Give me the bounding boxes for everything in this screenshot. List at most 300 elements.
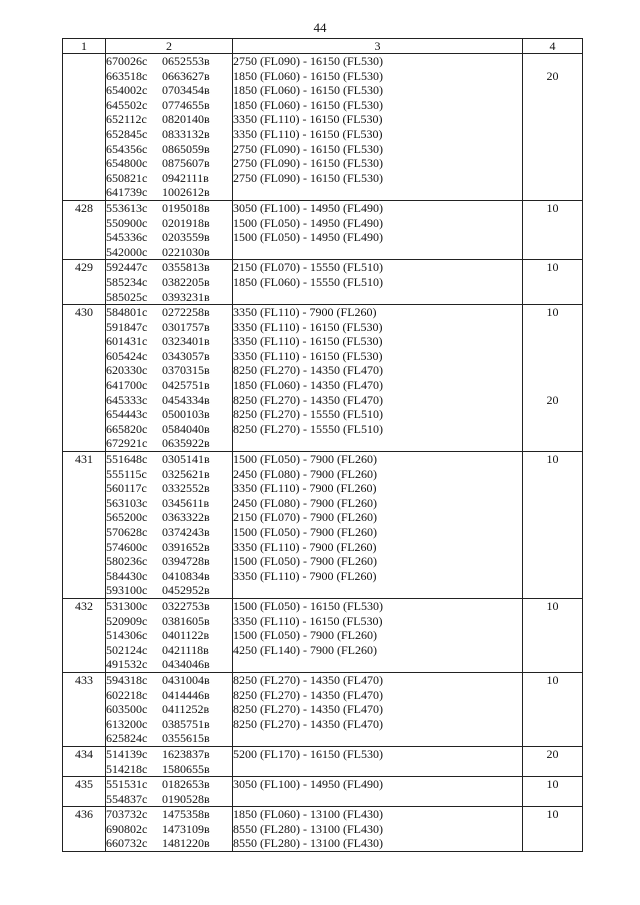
coordinate-line (106, 688, 232, 703)
coordinate-line (106, 540, 232, 555)
table-row (63, 200, 583, 259)
coordinate-line (106, 583, 232, 598)
longitude: 0382205в (162, 274, 210, 289)
coordinates-cell (106, 305, 233, 452)
coordinate-line (106, 717, 232, 732)
altitude-range: 2150 (FL070) - 15550 (FL510) (233, 260, 383, 275)
latitude: 555115с (106, 466, 147, 481)
value-cell (523, 54, 583, 201)
zone-number (63, 54, 106, 201)
latitude: 520909с (106, 613, 148, 628)
latitude: 605424с (106, 348, 148, 363)
coordinate-line (106, 349, 232, 364)
latitude: 603500с (106, 702, 148, 717)
latitude: 594318с (106, 672, 148, 687)
table-row (63, 305, 583, 452)
latitude: 593100с (106, 583, 148, 598)
altitude-range (233, 290, 522, 305)
value (523, 185, 582, 200)
altitude-range: 8250 (FL270) - 14350 (FL470) (233, 716, 383, 731)
value (523, 320, 582, 335)
coordinate-line (106, 614, 232, 629)
altitude-range: 3350 (FL110) - 7900 (FL260) (233, 481, 377, 496)
latitude: 514139с (106, 746, 148, 761)
coordinate-line (106, 112, 232, 127)
altitude-range: 5200 (FL170) - 16150 (FL530) (233, 746, 383, 761)
coordinate-line (106, 54, 232, 69)
value (523, 98, 582, 113)
coordinates-cell (106, 598, 233, 672)
altitude-cell (233, 598, 523, 672)
longitude: 0195018в (162, 200, 210, 215)
coordinates-cell (106, 54, 233, 201)
longitude: 0875607в (162, 156, 210, 171)
longitude: 0374243в (162, 525, 210, 539)
longitude: 0942111в (162, 170, 209, 185)
latitude: 584430с (106, 568, 148, 583)
value: 10 (546, 452, 559, 467)
coordinate-line (106, 171, 232, 186)
longitude: 0190528в (162, 791, 210, 806)
table-body (63, 54, 583, 852)
longitude: 0774655в (162, 97, 210, 112)
coordinate-line (106, 156, 232, 171)
altitude-range: 1500 (FL050) - 16150 (FL530) (233, 598, 383, 613)
value (523, 112, 582, 127)
coordinate-line (106, 496, 232, 511)
latitude: 585025с (106, 289, 148, 304)
value (523, 83, 582, 98)
altitude-range: 3350 (FL110) - 16150 (FL530) (233, 319, 383, 334)
longitude: 1475358в (162, 807, 210, 822)
value-cell (523, 598, 583, 672)
value (523, 731, 582, 746)
latitude: 654443с (106, 407, 148, 422)
value: 10 (546, 807, 559, 822)
coordinate-line (106, 290, 232, 305)
coordinates-cell (106, 452, 233, 599)
altitude-cell (233, 54, 523, 201)
latitude: 654800с (106, 156, 148, 171)
latitude: 670026с (106, 54, 148, 68)
longitude: 0332552в (162, 481, 210, 496)
latitude: 574600с (106, 539, 148, 554)
header-col-1: 1 (63, 39, 106, 54)
longitude: 0421118в (162, 642, 209, 657)
coordinates-cell (106, 200, 233, 259)
coordinate-line (106, 393, 232, 408)
coordinate-line (106, 525, 232, 540)
coordinate-line (106, 452, 232, 467)
airspace-table (62, 38, 583, 852)
longitude: 0355813в (162, 260, 210, 275)
coordinates-cell (106, 260, 233, 305)
value (523, 230, 582, 245)
coordinate-line (106, 185, 232, 200)
table-row (63, 54, 583, 201)
coordinate-line (106, 467, 232, 482)
zone-number: 433 (63, 672, 106, 746)
altitude-range: 1500 (FL050) - 14950 (FL490) (233, 215, 383, 230)
coordinate-line (106, 643, 232, 658)
value-cell (523, 260, 583, 305)
value (523, 467, 582, 482)
coordinate-line (106, 363, 232, 378)
value (523, 540, 582, 555)
longitude: 0355615в (162, 731, 210, 746)
altitude-range: 1500 (FL050) - 7900 (FL260) (233, 628, 377, 643)
latitude: 663518с (106, 68, 148, 83)
value (523, 216, 582, 231)
value (523, 525, 582, 540)
value: 10 (546, 260, 559, 275)
latitude: 645502с (106, 97, 148, 112)
longitude: 0410834в (162, 568, 210, 583)
header-row (63, 39, 583, 54)
longitude: 0820140в (162, 112, 210, 127)
altitude-range (233, 583, 522, 598)
coordinate-line (106, 83, 232, 98)
altitude-range: 3350 (FL110) - 7900 (FL260) (233, 305, 377, 320)
latitude: 660732с (106, 836, 148, 851)
altitude-range: 8250 (FL270) - 14350 (FL470) (233, 392, 383, 407)
coordinates-cell (106, 672, 233, 746)
altitude-range: 3350 (FL110) - 16150 (FL530) (233, 613, 383, 628)
altitude-cell (233, 807, 523, 852)
altitude-range: 1500 (FL050) - 14950 (FL490) (233, 230, 383, 245)
latitude: 591847с (106, 319, 148, 334)
altitude-range (233, 436, 522, 451)
coordinate-line (106, 822, 232, 837)
altitude-range: 1850 (FL060) - 16150 (FL530) (233, 83, 383, 98)
value (523, 717, 582, 732)
value: 20 (546, 68, 559, 83)
longitude: 0391652в (162, 539, 210, 554)
longitude: 0393231в (162, 289, 210, 304)
altitude-range: 1500 (FL050) - 7900 (FL260) (233, 554, 377, 569)
coordinate-line (106, 510, 232, 525)
latitude: 641739с (106, 185, 148, 200)
longitude: 1002612в (162, 185, 210, 200)
coordinate-line (106, 777, 232, 792)
value (523, 290, 582, 305)
value: 20 (546, 746, 559, 761)
coordinate-line (106, 747, 232, 762)
altitude-range (233, 731, 522, 746)
latitude: 542000с (106, 244, 148, 259)
longitude: 0381605в (162, 613, 210, 628)
altitude-range: 8550 (FL280) - 13100 (FL430) (233, 821, 383, 836)
coordinate-line (106, 216, 232, 231)
coordinate-line (106, 807, 232, 822)
coordinate-line (106, 305, 232, 320)
altitude-range: 1500 (FL050) - 7900 (FL260) (233, 525, 377, 539)
longitude: 1580655в (162, 761, 210, 776)
zone-number: 430 (63, 305, 106, 452)
latitude: 690802с (106, 821, 148, 836)
coordinates-cell (106, 807, 233, 852)
longitude: 0865059в (162, 141, 210, 156)
altitude-range: 1850 (FL060) - 13100 (FL430) (233, 807, 383, 822)
altitude-range: 3350 (FL110) - 16150 (FL530) (233, 334, 383, 349)
latitude: 620330с (106, 363, 148, 378)
value (523, 554, 582, 569)
coordinate-line (106, 245, 232, 260)
longitude: 0425751в (162, 378, 210, 393)
value (523, 127, 582, 142)
header-col-2: 2 (106, 39, 233, 54)
latitude: 601431с (106, 334, 148, 349)
coordinate-line (106, 127, 232, 142)
value (523, 436, 582, 451)
longitude: 0323401в (162, 334, 210, 349)
value (523, 569, 582, 584)
value (523, 792, 582, 807)
altitude-range (233, 792, 522, 807)
latitude: 502124с (106, 642, 148, 657)
coordinate-line (106, 836, 232, 851)
longitude: 0203559в (162, 230, 210, 245)
coordinate-line (106, 673, 232, 688)
altitude-range: 2750 (FL090) - 16150 (FL530) (233, 54, 383, 68)
coordinate-line (106, 142, 232, 157)
coordinates-cell (106, 746, 233, 776)
latitude: 580236с (106, 554, 148, 569)
longitude: 0325621в (162, 466, 210, 481)
altitude-range: 3350 (FL110) - 16150 (FL530) (233, 112, 383, 127)
coordinate-line (106, 762, 232, 777)
zone-number: 435 (63, 777, 106, 807)
value (523, 702, 582, 717)
value (523, 688, 582, 703)
longitude: 1473109в (162, 821, 210, 836)
latitude: 625824с (106, 731, 148, 746)
header-col-3: 3 (233, 39, 523, 54)
coordinate-line (106, 378, 232, 393)
latitude: 531300с (106, 598, 148, 613)
header-col-4: 4 (523, 39, 583, 54)
latitude: 545336с (106, 230, 148, 245)
value: 10 (546, 598, 559, 613)
altitude-range: 1850 (FL060) - 16150 (FL530) (233, 97, 383, 112)
zone-number: 434 (63, 746, 106, 776)
altitude-cell (233, 200, 523, 259)
coordinate-line (106, 569, 232, 584)
value (523, 510, 582, 525)
altitude-range: 2750 (FL090) - 16150 (FL530) (233, 156, 383, 171)
value (523, 363, 582, 378)
altitude-range: 3350 (FL110) - 7900 (FL260) (233, 568, 377, 583)
value-cell (523, 305, 583, 452)
table-row (63, 672, 583, 746)
longitude: 0434046в (162, 657, 210, 672)
longitude: 0431004в (162, 672, 210, 687)
latitude: 652112с (106, 112, 147, 127)
latitude: 654002с (106, 83, 148, 98)
zone-number: 431 (63, 452, 106, 599)
coordinate-line (106, 230, 232, 245)
value-cell (523, 807, 583, 852)
coordinate-line (106, 98, 232, 113)
value: 10 (546, 305, 559, 320)
coordinate-line (106, 320, 232, 335)
zone-number: 428 (63, 200, 106, 259)
value (523, 245, 582, 260)
longitude: 0385751в (162, 716, 210, 731)
altitude-range: 3050 (FL100) - 14950 (FL490) (233, 200, 383, 215)
longitude: 0833132в (162, 126, 210, 141)
latitude: 652845с (106, 126, 148, 141)
value: 10 (546, 777, 559, 792)
coordinate-line (106, 69, 232, 84)
altitude-cell (233, 672, 523, 746)
latitude: 560117с (106, 481, 147, 496)
value (523, 628, 582, 643)
value-cell (523, 777, 583, 807)
coordinates-cell (106, 777, 233, 807)
longitude: 0452952в (162, 583, 210, 598)
longitude: 0345611в (162, 495, 210, 510)
coordinate-line (106, 407, 232, 422)
value (523, 583, 582, 598)
longitude: 0454334в (162, 392, 210, 407)
coordinate-line (106, 436, 232, 451)
altitude-cell (233, 305, 523, 452)
altitude-range: 2450 (FL080) - 7900 (FL260) (233, 466, 377, 481)
coordinate-line (106, 657, 232, 672)
latitude: 654356с (106, 141, 148, 156)
altitude-range: 8250 (FL270) - 15550 (FL510) (233, 407, 383, 422)
value (523, 762, 582, 777)
altitude-range: 3050 (FL100) - 14950 (FL490) (233, 777, 383, 792)
latitude: 570628с (106, 525, 148, 539)
altitude-range: 8250 (FL270) - 14350 (FL470) (233, 672, 383, 687)
table-row (63, 746, 583, 776)
value-cell (523, 452, 583, 599)
longitude: 0272258в (162, 305, 210, 320)
altitude-range: 3350 (FL110) - 16150 (FL530) (233, 126, 383, 141)
altitude-range: 8550 (FL280) - 13100 (FL430) (233, 836, 383, 851)
zone-number: 432 (63, 598, 106, 672)
coordinate-line (106, 702, 232, 717)
longitude: 0500103в (162, 407, 210, 422)
longitude: 0221030в (162, 244, 210, 259)
altitude-range (233, 762, 522, 777)
latitude: 645333с (106, 392, 148, 407)
altitude-range: 2750 (FL090) - 16150 (FL530) (233, 170, 383, 185)
longitude: 0394728в (162, 554, 210, 569)
coordinate-line (106, 599, 232, 614)
value (523, 156, 582, 171)
value (523, 643, 582, 658)
table-row (63, 598, 583, 672)
latitude: 665820с (106, 421, 148, 436)
altitude-range (233, 185, 522, 200)
latitude: 650821с (106, 170, 148, 185)
latitude: 491532с (106, 657, 148, 672)
latitude: 613200с (106, 716, 148, 731)
longitude: 0322753в (162, 598, 210, 613)
altitude-range: 3350 (FL110) - 16150 (FL530) (233, 348, 383, 363)
latitude: 551648с (106, 452, 148, 467)
longitude: 0305141в (162, 452, 210, 467)
altitude-range: 2450 (FL080) - 7900 (FL260) (233, 495, 377, 510)
latitude: 585234с (106, 274, 148, 289)
value (523, 657, 582, 672)
zone-number: 436 (63, 807, 106, 852)
altitude-range: 3350 (FL110) - 7900 (FL260) (233, 539, 377, 554)
coordinate-line (106, 481, 232, 496)
value (523, 422, 582, 437)
altitude-range: 1850 (FL060) - 15550 (FL510) (233, 274, 383, 289)
value (523, 349, 582, 364)
latitude: 592447с (106, 260, 148, 275)
altitude-range: 8250 (FL270) - 14350 (FL470) (233, 687, 383, 702)
longitude: 0201918в (162, 215, 210, 230)
value-cell (523, 200, 583, 259)
value: 20 (546, 392, 559, 407)
value-cell (523, 746, 583, 776)
latitude: 703732с (106, 807, 148, 822)
longitude: 0703454в (162, 83, 210, 98)
value: 10 (546, 672, 559, 687)
altitude-range: 8250 (FL270) - 14350 (FL470) (233, 702, 383, 717)
altitude-range: 1850 (FL060) - 14350 (FL470) (233, 378, 383, 393)
altitude-range: 2150 (FL070) - 7900 (FL260) (233, 510, 377, 525)
latitude: 553613с (106, 200, 148, 215)
altitude-range: 8250 (FL270) - 15550 (FL510) (233, 421, 383, 436)
coordinate-line (106, 275, 232, 290)
longitude: 1481220в (162, 836, 210, 851)
latitude: 514218с (106, 761, 148, 776)
latitude: 641700с (106, 378, 148, 393)
coordinate-line (106, 554, 232, 569)
longitude: 0663627в (162, 68, 210, 83)
altitude-range: 4250 (FL140) - 7900 (FL260) (233, 642, 377, 657)
value (523, 481, 582, 496)
coordinate-line (106, 334, 232, 349)
value (523, 496, 582, 511)
longitude: 0301757в (162, 319, 210, 334)
latitude: 514306с (106, 628, 148, 643)
longitude: 0363322в (162, 510, 210, 525)
value (523, 614, 582, 629)
altitude-range: 8250 (FL270) - 14350 (FL470) (233, 363, 383, 378)
longitude: 0182653в (162, 777, 210, 792)
altitude-cell (233, 452, 523, 599)
longitude: 0411252в (162, 702, 210, 717)
altitude-range: 1850 (FL060) - 16150 (FL530) (233, 68, 383, 83)
latitude: 550900с (106, 215, 148, 230)
coordinate-line (106, 422, 232, 437)
longitude: 0652553в (162, 54, 210, 68)
latitude: 554837с (106, 791, 148, 806)
latitude: 672921с (106, 436, 148, 451)
longitude: 0584040в (162, 421, 210, 436)
table-row (63, 807, 583, 852)
value (523, 378, 582, 393)
value (523, 171, 582, 186)
value: 10 (546, 200, 559, 215)
longitude: 0401122в (162, 628, 210, 643)
altitude-cell (233, 777, 523, 807)
latitude: 565200с (106, 510, 148, 525)
value (523, 334, 582, 349)
value-cell (523, 672, 583, 746)
coordinate-line (106, 792, 232, 807)
altitude-range (233, 245, 522, 260)
longitude: 0414446в (162, 687, 210, 702)
